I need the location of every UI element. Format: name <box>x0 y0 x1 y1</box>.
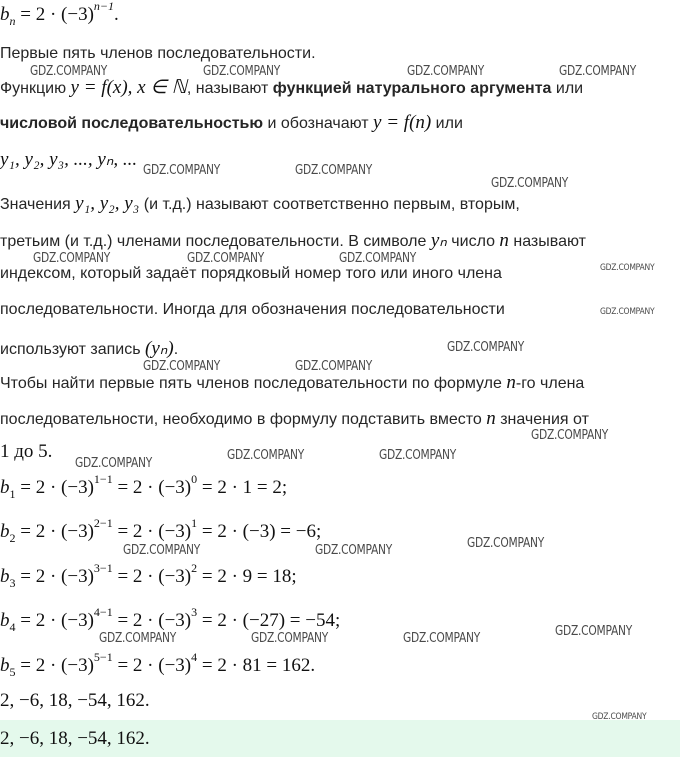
watermark: GDZ.COMPANY <box>203 64 281 79</box>
watermark: GDZ.COMPANY <box>407 64 485 79</box>
watermark: GDZ.COMPANY <box>227 448 305 463</box>
definition-line-7: последовательности. Иногда для обозначения последовательности <box>0 301 505 318</box>
watermark: GDZ.COMPANY <box>379 448 457 463</box>
calc-b1: $b_1 = 2 \cdot (-3)^{1-1} = 2 \cdot (-3)^0 = 2 \cdot 1 = 2$; <box>0 471 288 501</box>
method-line-3: 1 до 5. <box>0 441 53 462</box>
definition-line-5: третьим (и т.д.) членами последовательности. В символе yₙ число n называют <box>0 230 586 251</box>
method-line-2: последовательности, необходимо в формулу подставить вместо n значения от <box>0 408 589 429</box>
watermark: GDZ.COMPANY <box>143 163 221 178</box>
watermark: GDZ.COMPANY <box>123 543 201 558</box>
definition-line-6: индексом, который задаёт порядковый номер того или иного члена <box>0 265 502 282</box>
watermark: GDZ.COMPANY <box>403 631 481 646</box>
heading-first-five: Первые пять членов последовательности. <box>0 45 316 62</box>
watermark: GDZ.COMPANY <box>447 340 525 355</box>
watermark: GDZ.COMPANY <box>600 307 655 317</box>
definition-line-1: Функцию y = f(x), x ∈ ℕ, называют функцией натурального аргумента или <box>0 77 584 98</box>
method-line-1: Чтобы найти первые пять членов последовательности по формуле n-го члена <box>0 372 585 393</box>
watermark: GDZ.COMPANY <box>75 456 153 471</box>
watermark: GDZ.COMPANY <box>33 251 111 266</box>
watermark: GDZ.COMPANY <box>531 428 609 443</box>
watermark: GDZ.COMPANY <box>559 64 637 79</box>
calc-b4: $b_4 = 2 \cdot (-3)^{4-1} = 2 \cdot (-3)^3 = 2 \cdot (-27) = -54$; <box>0 604 341 634</box>
formula-line: $b_n = 2 \cdot (-3)^{n-1}$. <box>0 0 119 28</box>
answer-box <box>0 720 680 757</box>
definition-line-2: числовой последовательностью и обозначают y = f(n) или <box>0 112 463 133</box>
watermark: GDZ.COMPANY <box>295 359 373 374</box>
watermark: GDZ.COMPANY <box>295 163 373 178</box>
watermark: GDZ.COMPANY <box>30 64 108 79</box>
watermark: GDZ.COMPANY <box>251 631 329 646</box>
watermark: GDZ.COMPANY <box>467 536 545 551</box>
calc-b3: $b_3 = 2 \cdot (-3)^{3-1} = 2 \cdot (-3)^2 = 2 \cdot 9 = 18$; <box>0 560 297 590</box>
calc-b5: $b_5 = 2 \cdot (-3)^{5-1} = 2 \cdot (-3)^4 = 2 \cdot 81 = 162$. <box>0 649 316 679</box>
watermark: GDZ.COMPANY <box>187 251 265 266</box>
watermark: GDZ.COMPANY <box>592 712 647 722</box>
watermark: GDZ.COMPANY <box>600 263 655 273</box>
definition-line-4: Значения y₁, y₂, y₃ (и т.д.) называют соответственно первым, вторым, <box>0 193 520 214</box>
watermark: GDZ.COMPANY <box>339 251 417 266</box>
definition-line-8: используют запись (yₙ). <box>0 338 179 359</box>
watermark: GDZ.COMPANY <box>99 631 177 646</box>
result-line: 2, −6, 18, −54, 162. <box>0 690 150 711</box>
watermark: GDZ.COMPANY <box>143 359 221 374</box>
calc-b2: $b_2 = 2 \cdot (-3)^{2-1} = 2 \cdot (-3)^1 = 2 \cdot (-3) = -6$; <box>0 515 322 545</box>
watermark: GDZ.COMPANY <box>491 176 569 191</box>
sequence-notation: y₁, y₂, y₃, ..., yₙ, ... <box>0 149 138 170</box>
watermark: GDZ.COMPANY <box>555 624 633 639</box>
answer-line: 2, −6, 18, −54, 162. <box>0 728 150 749</box>
watermark: GDZ.COMPANY <box>315 543 393 558</box>
